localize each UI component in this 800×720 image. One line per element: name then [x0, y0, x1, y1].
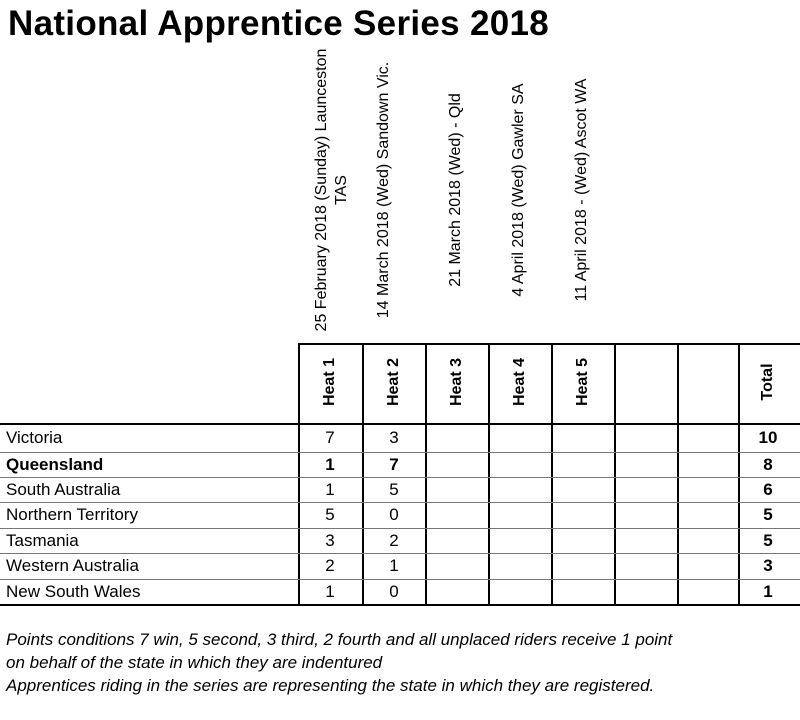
heat-1-points: 1	[325, 480, 335, 499]
total-points: 5	[763, 531, 773, 550]
state-name: South Australia	[6, 480, 121, 499]
heat-1-header: Heat 1	[321, 357, 338, 407]
total-points: 5	[763, 505, 773, 524]
heat-1-points: 1	[325, 455, 335, 474]
total-points: 8	[763, 455, 773, 474]
total-points: 3	[763, 556, 773, 575]
heat-5-header: Heat 5	[574, 357, 591, 407]
grid-line	[488, 343, 490, 605]
heat-2-points: 0	[389, 582, 399, 601]
state-name: New South Wales	[6, 582, 141, 601]
heat-1-points: 2	[325, 556, 335, 575]
heat-2-points: 2	[389, 531, 399, 550]
heat-1-points: 5	[325, 505, 335, 524]
state-name: Tasmania	[6, 531, 79, 550]
grid-line	[677, 343, 679, 605]
heat-2-points: 5	[389, 480, 399, 499]
footnote-line: Points conditions 7 win, 5 second, 3 third, 2 fourth and all unplaced riders receive 1 point	[6, 630, 673, 649]
heat-1-points: 1	[325, 582, 335, 601]
total-header: Total	[759, 363, 776, 401]
state-name: Northern Territory	[6, 505, 138, 524]
heat-4-header: Heat 4	[511, 357, 528, 407]
state-name: Queensland	[6, 455, 104, 474]
heat-2-header: Heat 2	[385, 357, 402, 407]
heat-3-header: Heat 3	[448, 357, 465, 407]
total-points: 1	[763, 582, 773, 601]
heat-1-points: 3	[325, 531, 335, 550]
footnote-line: on behalf of the state in which they are indentured	[6, 653, 383, 672]
total-points: 10	[758, 428, 778, 447]
heat-2-points: 3	[389, 428, 399, 447]
event-header-3: 21 March 2018 (Wed) - Qld	[447, 93, 464, 287]
grid-line	[614, 343, 616, 605]
footnote-line: Apprentices riding in the series are representing the state in which they are registered.	[6, 676, 655, 695]
event-header-1: 25 February 2018 (Sunday) Launceston TAS	[313, 48, 350, 332]
footnotes	[6, 628, 796, 697]
state-name: Victoria	[6, 428, 63, 447]
event-header-5: 11 April 2018 - (Wed) Ascot WA	[573, 78, 590, 302]
heat-2-points: 1	[389, 556, 399, 575]
page-title: National Apprentice Series 2018	[8, 4, 549, 43]
heat-1-points: 7	[325, 428, 335, 447]
heat-2-points: 0	[389, 505, 399, 524]
grid-line	[551, 343, 553, 605]
total-points: 6	[763, 480, 773, 499]
grid-line	[425, 343, 427, 605]
event-header-4: 4 April 2018 (Wed) Gawler SA	[510, 83, 527, 297]
grid-line	[298, 343, 800, 345]
state-name: Western Australia	[6, 556, 139, 575]
heat-2-points: 7	[389, 455, 399, 474]
event-header-2: 14 March 2018 (Wed) Sandown Vic.	[375, 61, 392, 319]
